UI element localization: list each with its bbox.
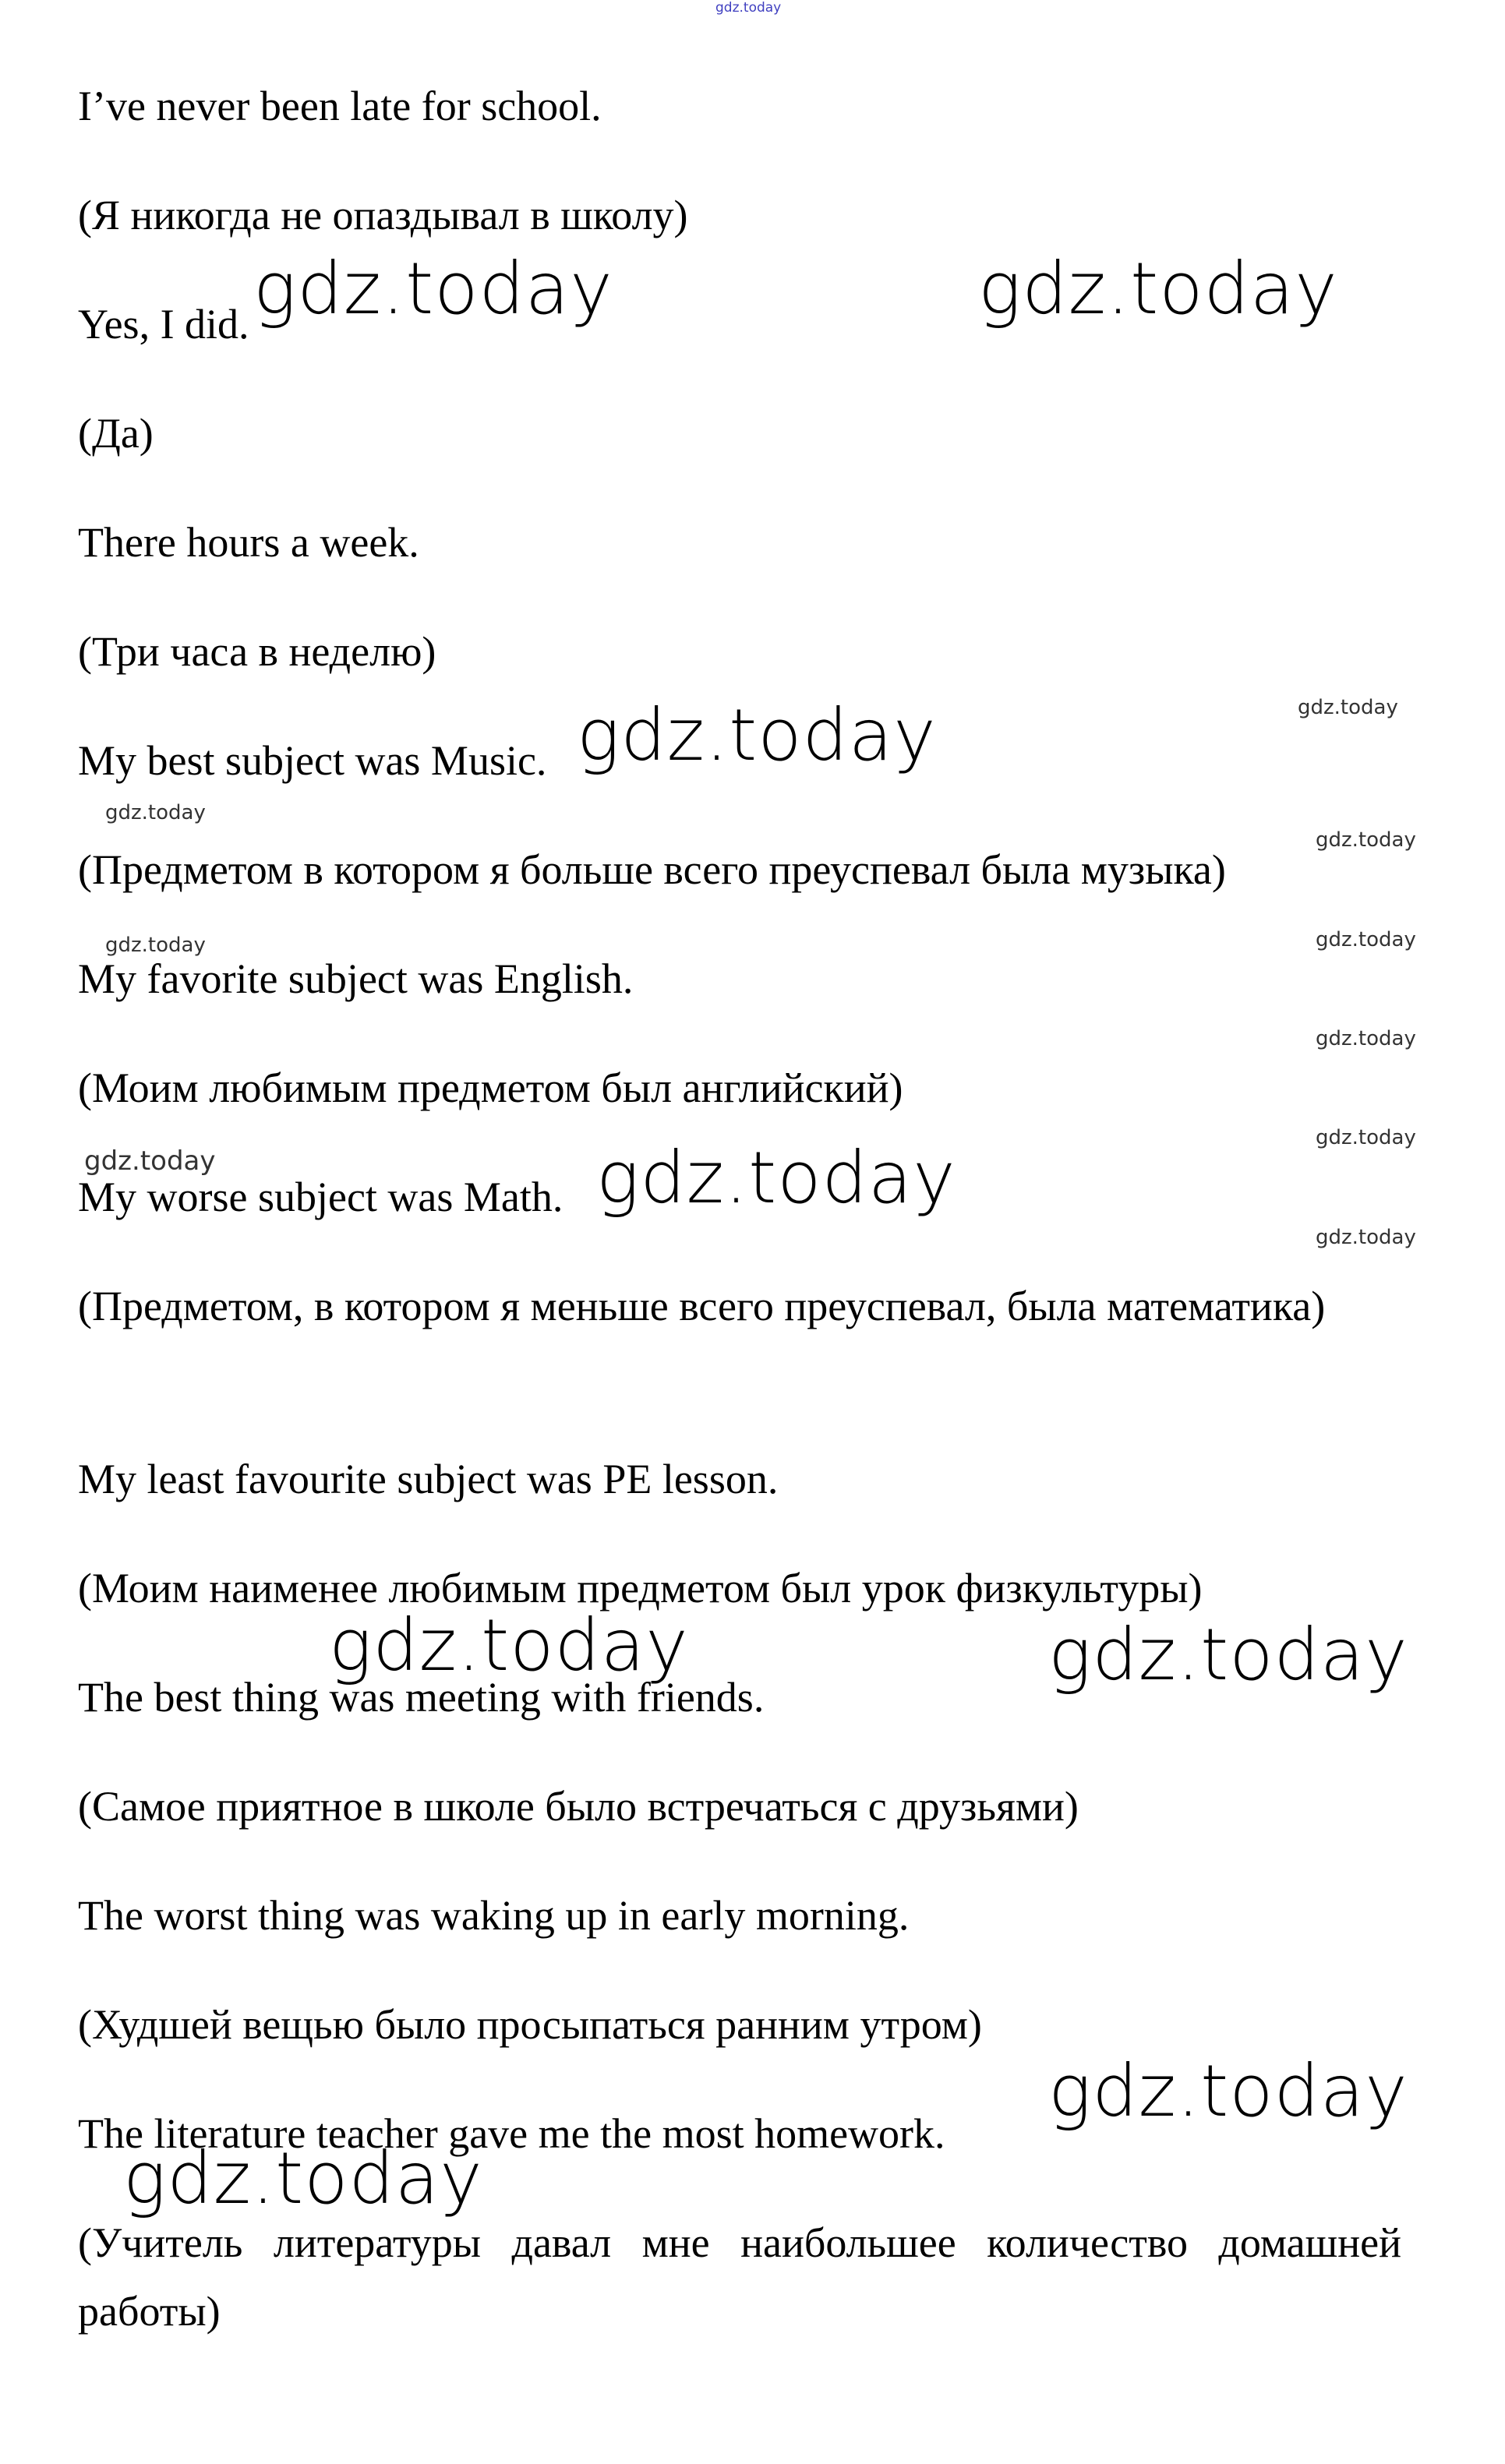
text-line: My best subject was Music. — [78, 737, 547, 784]
text-line: There hours a week. — [78, 519, 419, 566]
text-line: My least favourite subject was PE lesson. — [78, 1456, 779, 1502]
text-line: The literature teacher gave me the most homework. — [78, 2110, 945, 2157]
text-line: The best thing was meeting with friends. — [78, 1674, 765, 1721]
text-paragraph: (Учитель литературы давал мне наибольшее количество домашней работы) — [78, 2219, 1401, 2335]
watermark-large: gdz.today — [253, 247, 613, 330]
watermark-small: gdz.today — [1316, 828, 1416, 852]
watermark-large: gdz.today — [596, 1136, 956, 1220]
text-line: (Три часа в неделю) — [78, 628, 436, 675]
watermark-top: gdz.today — [715, 0, 782, 16]
text-line: (Худшей вещью было просыпаться ранним утром) — [78, 2001, 982, 2048]
text-line: The worst thing was waking up in early morning. — [78, 1892, 910, 1939]
text-line: I’ve never been late for school. — [78, 83, 602, 129]
watermark-small: gdz.today — [105, 801, 206, 824]
text-line: (Моим любимым предметом был английский) — [78, 1064, 903, 1111]
watermark-small: gdz.today — [1316, 928, 1416, 951]
watermark-large: gdz.today — [1048, 1613, 1408, 1696]
text-line: (Я никогда не опаздывал в школу) — [78, 192, 688, 238]
text-line: My favorite subject was English. — [78, 955, 634, 1002]
watermark-large: gdz.today — [329, 1604, 689, 1687]
watermark-small: gdz.today — [1316, 1226, 1416, 1249]
watermark-small: gdz.today — [1298, 696, 1398, 719]
watermark-small: gdz.today — [105, 934, 206, 957]
text-line: (Моим наименее любимым предметом был урок физкультуры) — [78, 1565, 1203, 1611]
text-line: (Да) — [78, 410, 154, 457]
watermark-small: gdz.today — [1316, 1126, 1416, 1149]
watermark-large: gdz.today — [1048, 2049, 1408, 2133]
watermark-small: gdz.today — [84, 1146, 216, 1177]
watermark-large: gdz.today — [123, 2137, 483, 2220]
watermark-large: gdz.today — [978, 247, 1338, 330]
text-line: (Самое приятное в школе было встречаться с друзьями) — [78, 1783, 1079, 1830]
text-line: My worse subject was Math. — [78, 1174, 563, 1220]
text-paragraph: (Предметом, в котором я меньше всего преуспевал, была математика) — [78, 1283, 1326, 1329]
watermark-large: gdz.today — [577, 694, 937, 777]
text-line: Yes, I did. — [78, 301, 249, 348]
text-line: (Предметом в котором я больше всего преуспевал была музыка) — [78, 846, 1226, 893]
watermark-small: gdz.today — [1316, 1027, 1416, 1050]
